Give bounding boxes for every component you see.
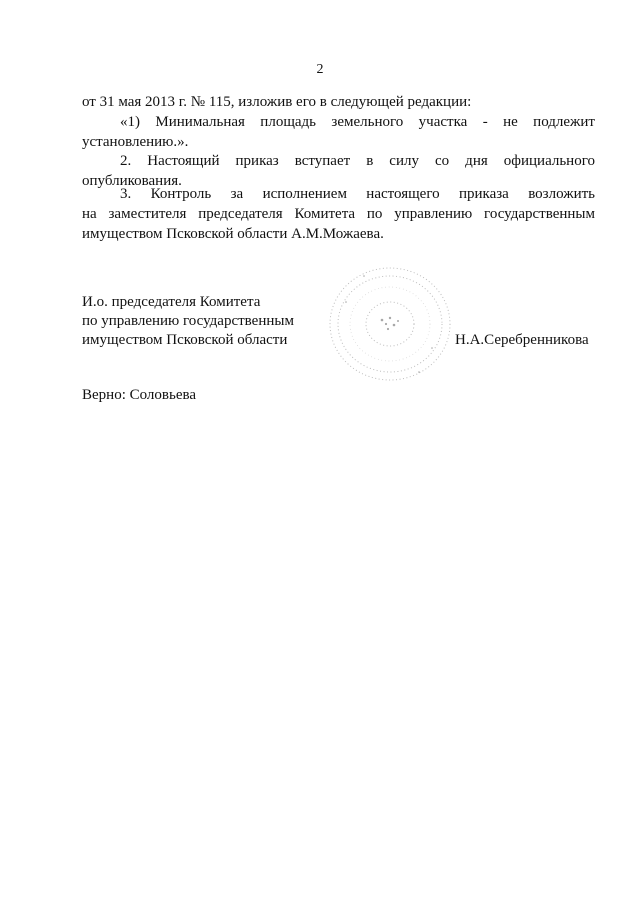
item-3-line-3: имуществом Псковской области А.М.Можаева. — [82, 226, 384, 242]
signer-position-line-3: имуществом Псковской области — [82, 332, 288, 348]
signer-position-line-1: И.о. председателя Комитета — [82, 294, 261, 310]
item-1-line-2: установлению.». — [82, 134, 189, 150]
signer-name: Н.А.Серебренникова — [455, 332, 589, 348]
item-3-line-2: на заместителя председателя Комитета по управлению государственным — [82, 206, 595, 222]
signer-position-line-2: по управлению государственным — [82, 313, 294, 329]
official-seal-stamp — [324, 262, 456, 386]
item-2-line-2: опубликования. — [82, 173, 182, 189]
certified-copy-note: Верно: Соловьева — [82, 387, 197, 403]
item-3-line-1: 3. Контроль за исполнением настоящего приказа возложить — [120, 186, 595, 202]
item-2-line-1: 2. Настоящий приказ вступает в силу со дня официального — [120, 153, 595, 169]
item-1-line-1: «1) Минимальная площадь земельного участка - не подлежит — [120, 114, 595, 130]
body-line-1: от 31 мая 2013 г. № 115, изложив его в следующей редакции: — [82, 94, 472, 110]
page-number: 2 — [316, 62, 324, 77]
